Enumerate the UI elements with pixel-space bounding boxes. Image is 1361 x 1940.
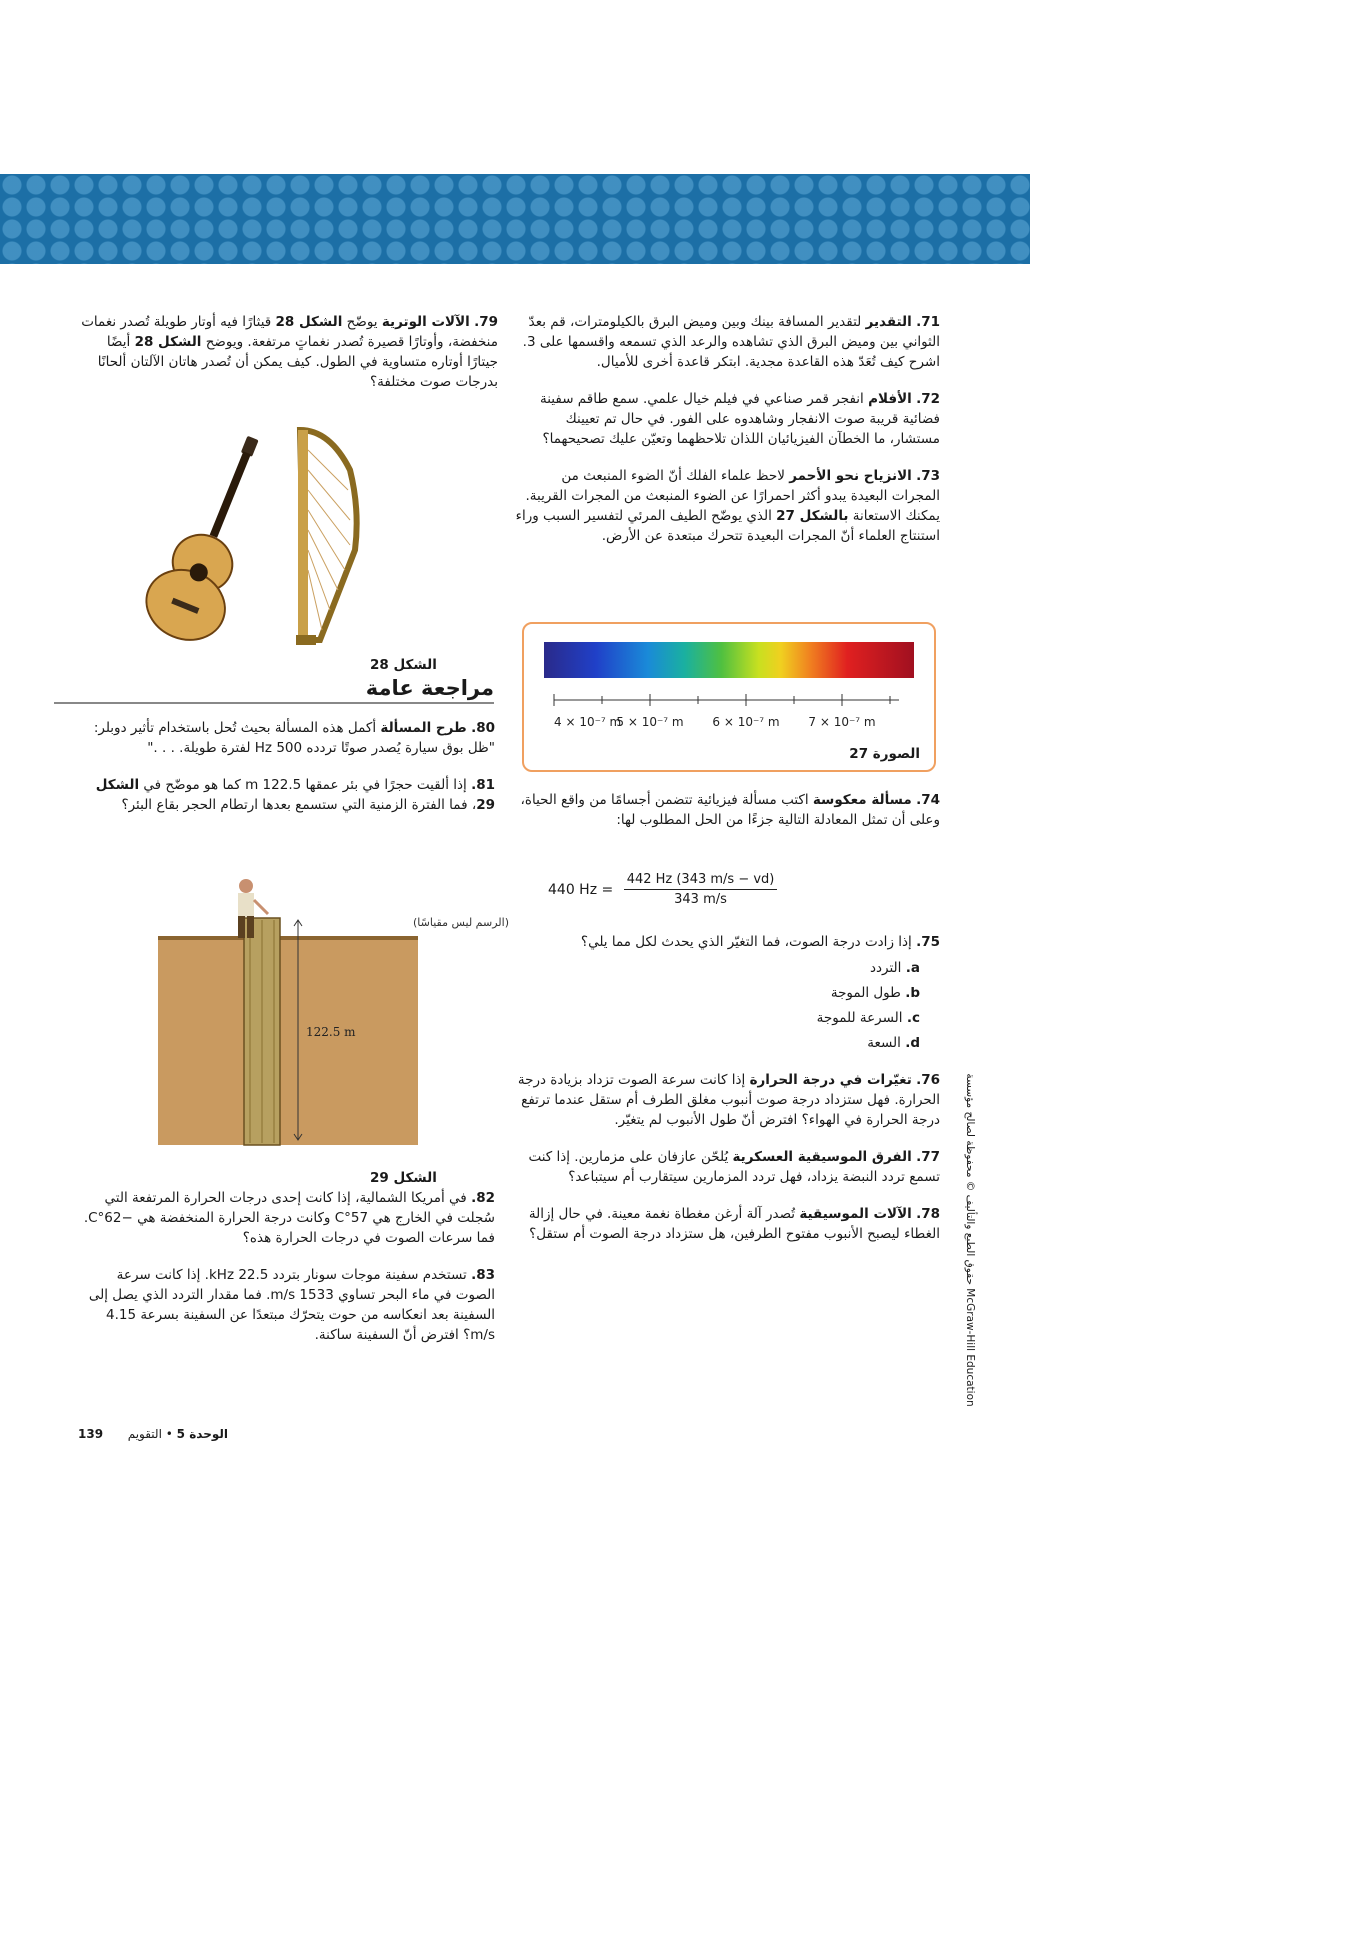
left-column-review [80, 718, 495, 832]
copyright-text: حقوق الطبع والتأليف © محفوظة لصالح مؤسسة McGraw-Hill Education [964, 1073, 976, 1407]
question-title: التقدير [865, 314, 912, 330]
right-column [515, 312, 940, 563]
guitar-illustration [136, 423, 290, 651]
question-text: إذا كانت سرعة الصوت تزداد بزيادة درجة الحرارة. فهل ستزداد درجة صوت أنبوب مغلق الطرف أم ستقل عندما ترتفع درجة الحرارة في الهواء؟ افترض أنّ طول الأنبوب لم يتغيّر. [517, 1072, 940, 1128]
question-76 [515, 1070, 940, 1130]
question-82 [80, 1188, 495, 1248]
footer-section: التقويم [127, 1427, 162, 1441]
question-number: 72. [916, 391, 940, 407]
figure-reference: الشكل 29 [95, 777, 495, 813]
tick-label: 6 × 10⁻⁷ m [712, 715, 780, 729]
question-number: 76. [916, 1072, 940, 1088]
equation-numerator: 442 Hz (343 m/s − vd) [624, 872, 778, 890]
left-column [78, 312, 498, 409]
question-text: ، فما الفترة الزمنية التي ستسمع بعدها ارتطام الحجر بقاع البئر؟ [121, 797, 477, 813]
sub-letter: c. [906, 1010, 920, 1026]
not-to-scale-note: (الرسم ليس مقياسًا) [413, 916, 509, 929]
question-83 [80, 1265, 495, 1345]
question-72 [515, 389, 940, 449]
question-80 [80, 718, 495, 758]
question-text: إذا ألقيت حجرًا في بئر عمقها 122.5 m كما هو موضّح في [143, 777, 467, 793]
depth-label: 122.5 m [306, 1025, 356, 1039]
figure-caption: الشكل 29 [370, 1170, 437, 1186]
question-number: 73. [916, 468, 940, 484]
question-text: في أمريكا الشمالية، إذا كانت إحدى درجات الحرارة المرتفعة التي سُجلت في الخارج هي 57°C وكانت درجة الحرارة المنخفضة هي −62°C. فما سرعات الصوت في درجات الحرارة هذه؟ [83, 1190, 495, 1246]
harp-illustration [296, 430, 357, 645]
page-number: 139 [78, 1427, 104, 1441]
sub-letter: a. [905, 960, 920, 976]
question-title: تغيّرات في درجة الحرارة [749, 1072, 912, 1088]
left-column-lower [80, 1188, 495, 1362]
question-text: اكتب مسألة فيزيائية تتضمن أجسامًا من واقع الحياة، وعلى أن تمثل المعادلة التالية جزءًا من الحل المطلوب لها: [520, 792, 940, 828]
question-text: الذي يوضّح الطيف المرئي لتفسير السبب وراء استنتاج العلماء أنّ المجرات البعيدة تتحرك مبتعدة عن الأرض. [515, 508, 940, 544]
figure-reference: الشكل 28 [275, 314, 343, 330]
question-number: 71. [916, 314, 940, 330]
doppler-equation [548, 872, 777, 907]
question-78 [515, 1204, 940, 1244]
question-number: 78. [916, 1206, 940, 1222]
question-number: 74. [916, 792, 940, 808]
wavelength-scale [554, 694, 904, 734]
equation-denominator: 343 m/s [674, 892, 727, 907]
question-text: أيضًا جيتارًا أوتاره متساوية في الطول. كيف يمكن أن تُصدر هاتان الآلتان ألحانًا بدرجات صوت مختلفة؟ [97, 334, 498, 390]
question-number: 80. [471, 720, 495, 736]
footer-unit: الوحدة 5 [176, 1427, 228, 1441]
right-column-mid [515, 790, 940, 847]
question-text: أكمل هذه المسألة بحيث تُحل باستخدام تأثير دوبلر: "ظل بوق سيارة يُصدر صوتًا تردده 500 Hz لفترة طويلة. . . ." [93, 720, 495, 756]
equation-fraction [624, 872, 778, 907]
question-title: طرح المسألة [380, 720, 467, 736]
right-column-lower [515, 932, 940, 1261]
sub-item-c [515, 1006, 920, 1031]
tick-label: 7 × 10⁻⁷ m [808, 715, 876, 729]
sub-text: طول الموجة [830, 985, 901, 1001]
question-number: 82. [471, 1190, 495, 1206]
question-text: قيثارًا فيه أوتار طويلة تُصدر نغمات منخفضة، وأوتارًا قصيرة تُصدر نغماتٍ مرتفعة. ويوضح [81, 314, 498, 350]
question-title: الأفلام [868, 391, 912, 407]
sub-letter: d. [905, 1035, 920, 1051]
equation-lhs: 440 Hz = [548, 881, 614, 898]
ground [158, 936, 418, 1145]
question-text: انفجر قمر صناعي في فيلم خيال علمي. سمع طاقم سفينة فضائية قريبة صوت الانفجار وشاهدوه على الفور. في حال تم تعيينك مستشار، ما الخطآن الفيزيائيان اللذان تلاحظهما وتعيّن عليك تصحيحهما؟ [539, 391, 940, 447]
section-heading-general-review: مراجعة عامة [54, 676, 494, 704]
question-81 [80, 775, 495, 815]
sub-letter: b. [905, 985, 920, 1001]
question-number: 75. [916, 934, 940, 950]
footer-separator: • [165, 1427, 173, 1441]
question-number: 79. [474, 314, 498, 330]
figure-caption: الشكل 28 [370, 657, 437, 673]
visible-spectrum-bar [544, 642, 914, 678]
header-banner [0, 174, 1030, 264]
question-title: الآلات الموسيقية [799, 1206, 912, 1222]
sub-item-b [515, 981, 920, 1006]
tick-label: 4 × 10⁻⁷ m [554, 715, 622, 729]
tick-label: 5 × 10⁻⁷ m [616, 715, 684, 729]
question-text: يوضّح [346, 314, 378, 330]
figure-28-guitar-harp [150, 430, 410, 650]
figure-caption: الصورة 27 [849, 746, 920, 762]
figure-reference: بالشكل 27 [776, 508, 849, 524]
figure-27-spectrum [522, 622, 936, 772]
sub-text: السرعة للموجة [816, 1010, 903, 1026]
question-text: تستخدم سفينة موجات سونار بتردد 22.5 kHz. إذا كانت سرعة الصوت في ماء البحر تساوي 1533 m/s. فما مقدار التردد الذي يصل إلى السفينة بعد انعكاسه من حوت يتحرّك مبتعدًا عن السفينة بسرعة 4.15 m/s؟ افترض أنّ السفينة ساكنة. [88, 1267, 495, 1343]
question-text: يُلحّن عازفان على مزمارين. إذا كنت تسمع تردد النبضة يزداد، فهل تردد المزمارين سيتقارب أم سيتباعد؟ [528, 1149, 940, 1185]
question-74 [515, 790, 940, 830]
question-title: مسألة معكوسة [812, 792, 912, 808]
question-77 [515, 1147, 940, 1187]
question-73 [515, 466, 940, 546]
question-79 [78, 312, 498, 392]
sub-text: التردد [870, 960, 902, 976]
question-text: لتقدير المسافة بينك وبين وميض البرق بالكيلومترات، قم بعدّ الثواني بين وميض البرق الذي تشاهده والرعد الذي تسمعه واقسمها على 3. اشرح كيف تُعَدّ هذه القاعدة مجدية. ابتكر قاعدة أخرى للأميال. [522, 314, 940, 370]
question-text: إذا زادت درجة الصوت، فما التغيّر الذي يحدث لكل مما يلي؟ [580, 934, 912, 950]
question-71 [515, 312, 940, 372]
figure-reference: الشكل 28 [134, 334, 202, 350]
sub-item-d [515, 1031, 920, 1056]
sub-text: السعة [867, 1035, 901, 1051]
copyright-side-text [960, 1073, 980, 1407]
question-number: 77. [916, 1149, 940, 1165]
question-text: تُصدر آلة أرغن مغطاة نغمة معينة. في حال إزالة الغطاء ليصبح الأنبوب مفتوح الطرفين، هل ستزداد درجة الصوت أم ستقل؟ [528, 1206, 940, 1242]
question-title: الآلات الوترية [381, 314, 470, 330]
question-number: 83. [471, 1267, 495, 1283]
question-title: الفرق الموسيقية العسكرية [732, 1149, 912, 1165]
question-title: الانزياح نحو الأحمر [789, 468, 912, 484]
figure-29-well [158, 878, 509, 1145]
question-text: لاحظ علماء الفلك أنّ الضوء المنبعث من المجرات البعيدة يبدو أكثر احمرارًا عن الضوء المنبعث من المجرات القريبة. يمكنك الاستعانة [525, 468, 940, 524]
sub-item-a [515, 956, 920, 981]
question-75 [515, 932, 940, 952]
question-number: 81. [471, 777, 495, 793]
